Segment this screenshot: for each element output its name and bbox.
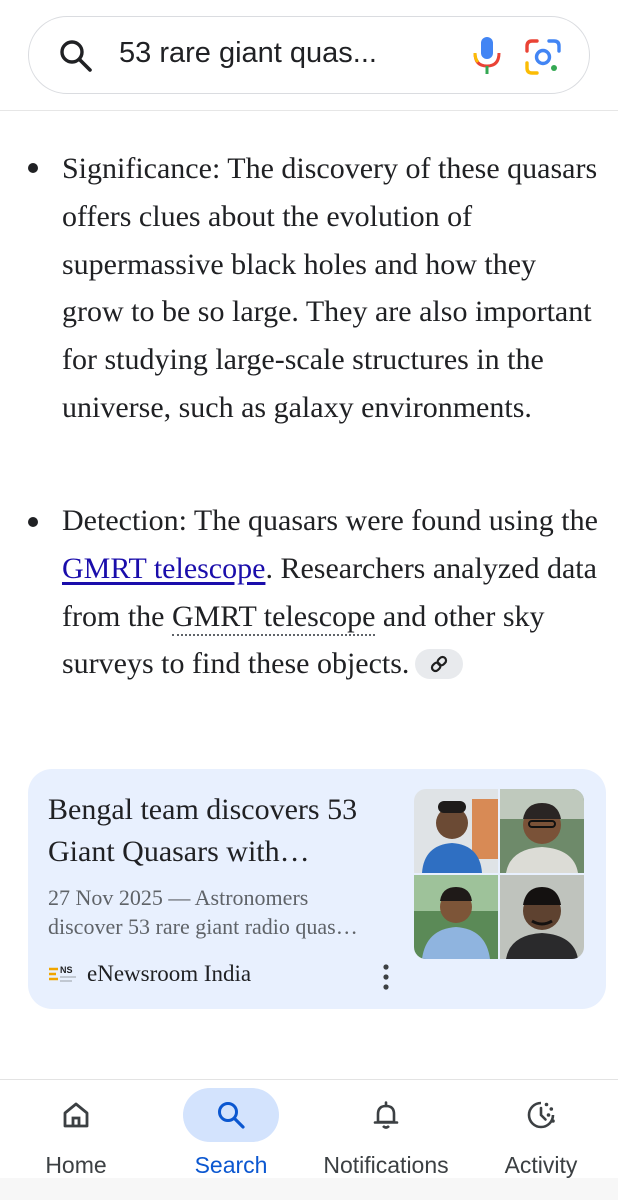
search-icon[interactable] xyxy=(59,39,93,73)
bell-icon xyxy=(371,1100,401,1130)
news-card-title[interactable]: Bengal team discovers 53 Giant Quasars with… xyxy=(48,793,358,868)
news-thumbnail[interactable] xyxy=(414,789,584,959)
bullet-text: The discovery of these quasars offers clues about the evolution of supermassive black holes and how they grow to be so large. They are also important for studying large-scale structures in the universe, such as galaxy environments. xyxy=(62,152,598,424)
bullet-text: . Researchers analyzed data from the xyxy=(62,551,597,633)
news-source-name: eNewsroom India xyxy=(87,961,252,986)
bullet-label: Significance: xyxy=(62,152,221,185)
top-bar xyxy=(0,0,618,111)
nav-notifications-icon-wrap xyxy=(338,1088,434,1142)
news-card-snippet xyxy=(48,883,393,941)
system-gesture-bar xyxy=(0,1178,618,1200)
nav-activity-icon-wrap xyxy=(493,1088,589,1142)
news-card-date-line: 27 Nov 2025 — Astronomers xyxy=(48,885,309,910)
home-icon xyxy=(61,1100,91,1130)
thumbnail-photo-4 xyxy=(500,875,584,959)
bullet-dot xyxy=(28,163,38,173)
bullet-label: Detection: xyxy=(62,504,187,537)
activity-icon xyxy=(526,1100,556,1130)
thumbnail-photo-2 xyxy=(500,789,584,873)
thumbnail-photo-1 xyxy=(414,789,498,873)
nav-search-label: Search xyxy=(194,1152,268,1178)
enewsroom-logo xyxy=(48,963,78,985)
thumbnail-photo-3 xyxy=(414,875,498,959)
search-query-text[interactable]: 53 rare giant quas... xyxy=(119,37,377,69)
news-card-snippet-line: discover 53 rare giant radio quas… xyxy=(48,914,358,939)
bullet-detection xyxy=(62,497,602,688)
more-options-icon[interactable] xyxy=(376,963,396,991)
search-icon xyxy=(216,1100,246,1130)
news-result-card[interactable] xyxy=(28,769,606,1009)
bullet-text: The quasars were found using the xyxy=(186,504,598,537)
nav-home-label: Home xyxy=(45,1152,107,1178)
gmrt-telescope-link[interactable]: GMRT telescope xyxy=(62,551,266,585)
nav-search-active-pill xyxy=(183,1088,279,1142)
nav-home-icon-wrap xyxy=(28,1088,124,1142)
nav-activity-label: Activity xyxy=(504,1152,578,1178)
link-icon xyxy=(429,654,449,674)
bullet-dot xyxy=(28,517,38,527)
search-box[interactable] xyxy=(28,16,590,94)
source-logo-text: NS xyxy=(60,965,73,975)
gmrt-telescope-term[interactable]: GMRT telescope xyxy=(172,600,375,636)
bullet-text: and other sky surveys to find these objects. xyxy=(62,599,545,681)
bullet-significance xyxy=(62,145,602,432)
microphone-icon[interactable] xyxy=(467,35,507,77)
source-link-chip[interactable] xyxy=(415,649,463,679)
google-lens-icon[interactable] xyxy=(523,37,563,77)
nav-notifications-label: Notifications xyxy=(323,1152,449,1178)
